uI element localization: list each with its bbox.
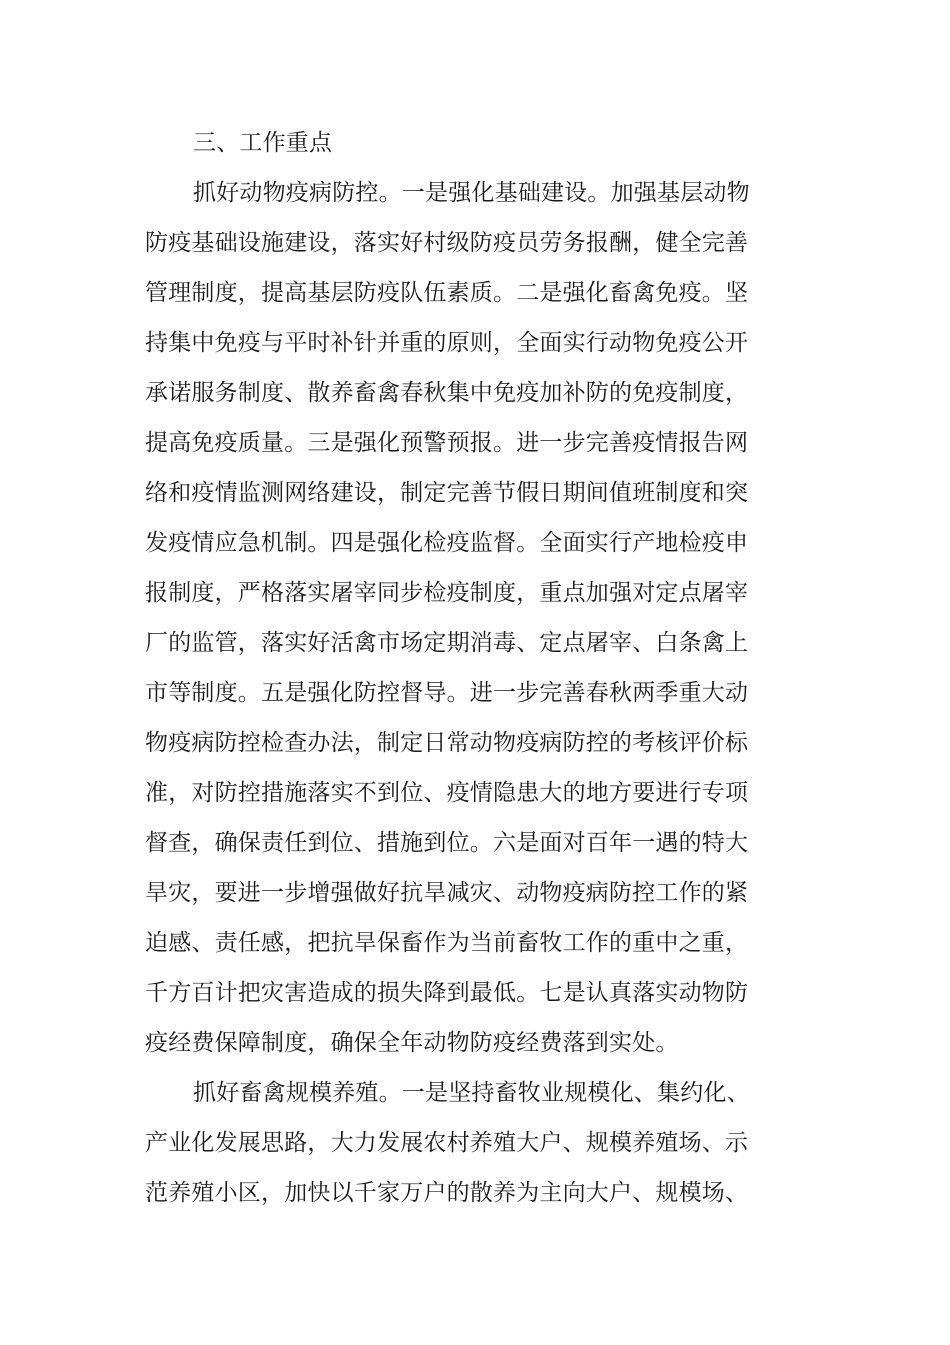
paragraph-line: 疫经费保障制度，确保全年动物防疫经费落到实处。 — [145, 1030, 679, 1056]
paragraph-line: 报制度，严格落实屠宰同步检疫制度，重点加强对定点屠宰 — [145, 580, 749, 606]
paragraph-line: 旱灾，要进一步增强做好抗旱减灾、动物疫病防控工作的紧 — [145, 880, 749, 906]
section-heading: 三、工作重点 — [193, 130, 333, 156]
paragraph-line: 物疫病防控检查办法，制定日常动物疫病防控的考核评价标 — [145, 730, 749, 756]
paragraph-line: 发疫情应急机制。四是强化检疫监督。全面实行产地检疫申 — [145, 530, 749, 556]
paragraph-line: 准，对防控措施落实不到位、疫情隐患大的地方要进行专项 — [145, 780, 749, 806]
paragraph-line: 提高免疫质量。三是强化预警预报。进一步完善疫情报告网 — [145, 430, 749, 456]
paragraph-line: 厂的监管，落实好活禽市场定期消毒、定点屠宰、白条禽上 — [145, 630, 749, 656]
paragraph-line: 市等制度。五是强化防控督导。进一步完善春秋两季重大动 — [145, 680, 749, 706]
paragraph — [145, 1068, 750, 1218]
paragraph-line: 抓好畜禽规模养殖。一是坚持畜牧业规模化、集约化、 — [193, 1080, 750, 1106]
paragraph-line: 范养殖小区，加快以千家万户的散养为主向大户、规模场、 — [145, 1180, 749, 1206]
paragraph-line: 督查，确保责任到位、措施到位。六是面对百年一遇的特大 — [145, 830, 749, 856]
paragraph-line: 迫感、责任感，把抗旱保畜作为当前畜牧工作的重中之重， — [145, 930, 749, 956]
paragraph-line: 承诺服务制度、散养畜禽春秋集中免疫加补防的免疫制度， — [145, 380, 749, 406]
paragraph-line: 产业化发展思路，大力发展农村养殖大户、规模养殖场、示 — [145, 1130, 749, 1156]
paragraph-line: 千方百计把灾害造成的损失降到最低。七是认真落实动物防 — [145, 980, 749, 1006]
paragraph-line: 管理制度，提高基层防疫队伍素质。二是强化畜禽免疫。坚 — [145, 280, 749, 306]
paragraph-container — [145, 168, 750, 1218]
paragraph-line: 防疫基础设施建设，落实好村级防疫员劳务报酬，健全完善 — [145, 230, 749, 256]
paragraph — [145, 168, 750, 1068]
paragraph-line: 抓好动物疫病防控。一是强化基础建设。加强基层动物 — [193, 180, 750, 206]
document-body — [145, 118, 750, 1218]
paragraph-line: 络和疫情监测网络建设，制定完善节假日期间值班制度和突 — [145, 480, 749, 506]
paragraph-line: 持集中免疫与平时补针并重的原则，全面实行动物免疫公开 — [145, 330, 749, 356]
